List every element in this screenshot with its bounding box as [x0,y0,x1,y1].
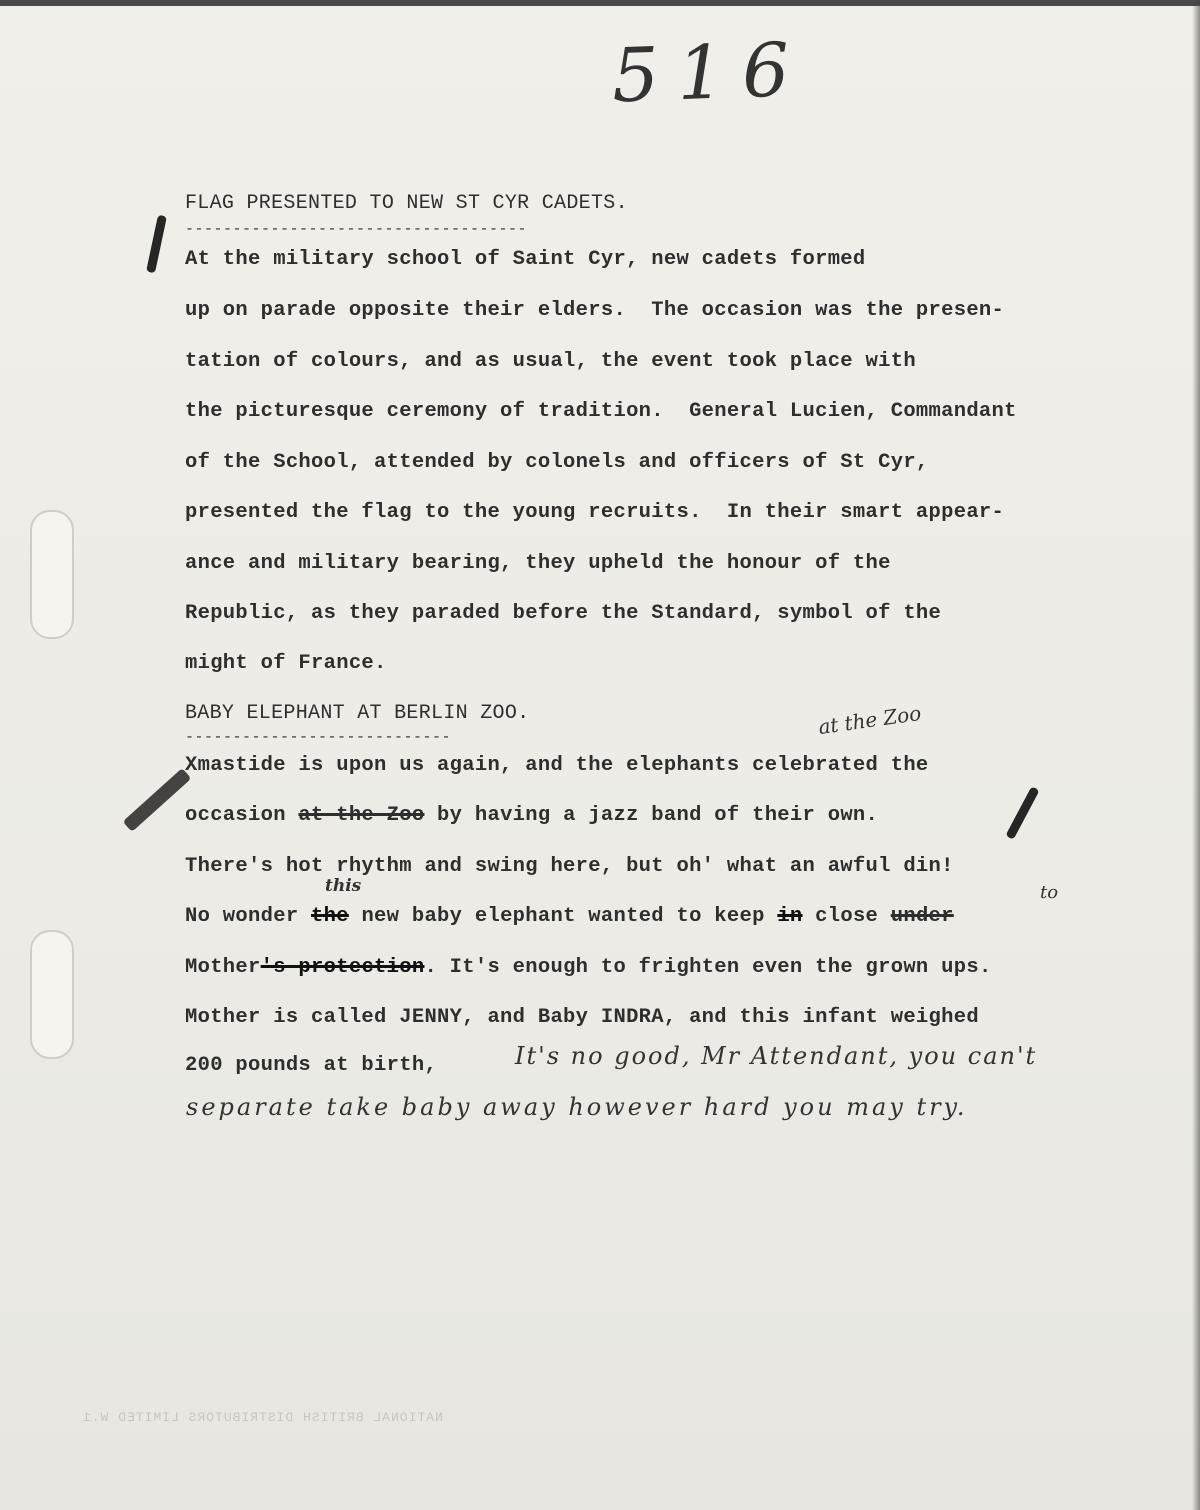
right-edge-shadow [1192,0,1200,1510]
punch-hole-top [30,510,74,639]
insert-this: this [325,876,362,896]
story2-underline: ---------------------------- [185,729,452,746]
story2-line-4: No wonder the new baby elephant wanted to keep in close under [185,905,954,928]
story2-heading: BABY ELEPHANT AT BERLIN ZOO. [185,702,530,725]
story2-line-1: Xmastide is upon us again, and the elephants celebrated the [185,754,929,777]
handwritten-page-number: 516 [610,26,809,120]
story1-line-1: At the military school of Saint Cyr, new cadets formed [185,248,866,271]
story2-line-6: Mother is called JENNY, and Baby INDRA, and this infant weighed [185,1006,979,1029]
story1-line-9: might of France. [185,652,387,675]
story2-line-7: 200 pounds at birth, [185,1054,438,1077]
paragraph-mark-1 [146,215,167,274]
story1-line-4: the picturesque ceremony of tradition. General Lucien, Commandant [185,400,1017,423]
story1-line-7: ance and military bearing, they upheld the honour of the [185,552,891,575]
story1-heading: FLAG PRESENTED TO NEW ST CYR CADETS. [185,192,628,215]
story1-line-3: tation of colours, and as usual, the event took place with [185,350,916,373]
story1-line-5: of the School, attended by colonels and officers of St Cyr, [185,451,929,474]
story1-underline: ------------------------------------ [185,221,528,238]
insert-at-the-zoo: at the Zoo [816,700,923,740]
paragraph-mark-2 [123,768,192,832]
story1-line-6: presented the flag to the young recruits. In their smart appear- [185,501,1005,524]
insert-to: to [1040,882,1059,903]
top-edge-shadow [0,0,1200,6]
handwritten-addition-2: separate take baby away however hard you may try. [186,1093,968,1121]
story2-line-2: occasion at the Zoo by having a jazz band of their own. [185,804,879,827]
paragraph-mark-3 [1005,786,1039,840]
story1-line-8: Republic, as they paraded before the Standard, symbol of the [185,602,942,625]
story1-line-2: up on parade opposite their elders. The occasion was the presen- [185,299,1005,322]
story2-line-5: Mother's protection. It's enough to frighten even the grown ups. [185,956,992,979]
story2-line-3: There's hot rhythm and swing here, but oh' what an awful din! [185,855,954,878]
punch-hole-bottom [30,930,74,1059]
show-through-footer: NATIONAL BRITISH DISTRIBUTORS LIMITED W.1 [82,1410,443,1425]
handwritten-addition-1: It's no good, Mr Attendant, you can't [515,1042,1038,1070]
